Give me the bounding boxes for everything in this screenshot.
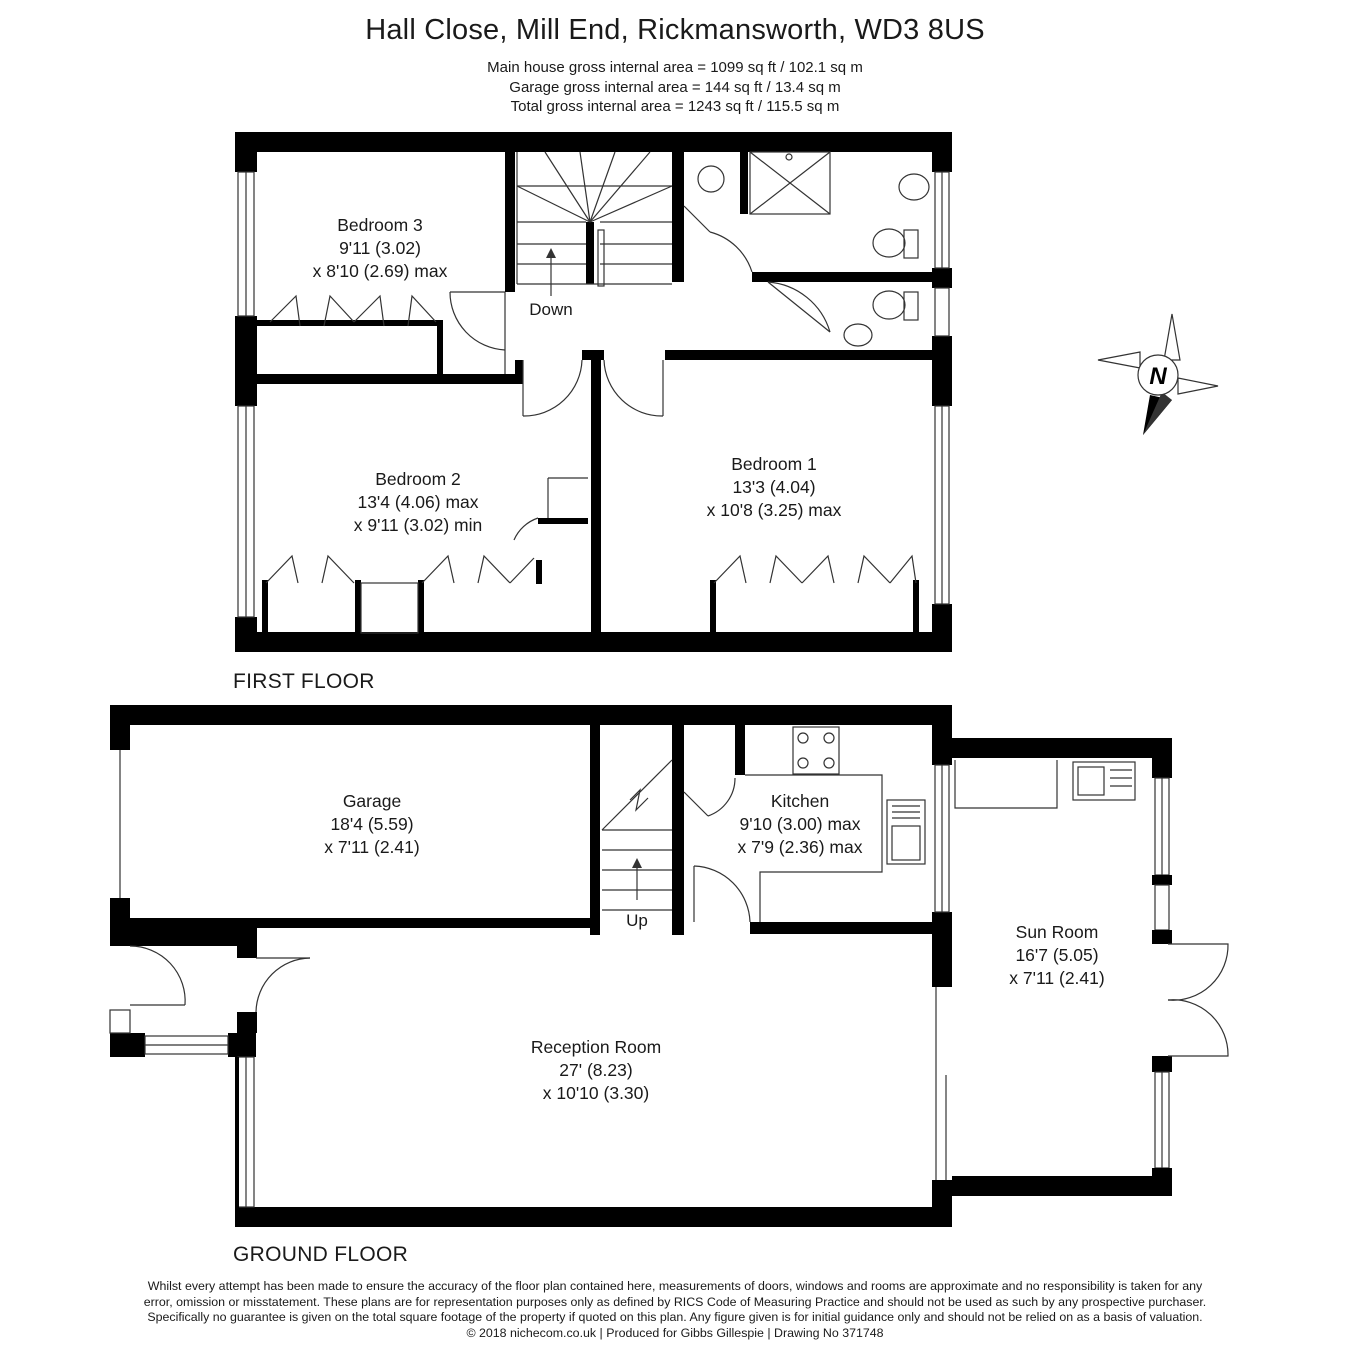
wall-ground-bottom <box>235 1207 952 1227</box>
room-name-garage: Garage <box>342 791 402 811</box>
wall-stairs-bath <box>672 152 684 282</box>
wall-bath-inner <box>740 152 748 214</box>
room-name-bedroom2: Bedroom 2 <box>375 469 461 489</box>
wall-kitchen-right-2 <box>932 912 952 987</box>
porch <box>110 946 310 1057</box>
room-dim2-bedroom3: x 8'10 (2.69) max <box>312 261 448 281</box>
wall-first-top <box>235 132 952 152</box>
window-wc <box>935 288 949 336</box>
wc-basin-icon <box>844 324 872 346</box>
room-dim1-reception: 27' (8.23) <box>559 1060 633 1080</box>
disclaimer-line-1: Whilst every attempt has been made to ensure the accuracy of the floor plan contained here, measurements of doors, windows and rooms are approximate and no responsibility is taken for any <box>147 1279 1203 1293</box>
staircase-first <box>517 152 672 296</box>
room-name-sunroom: Sun Room <box>1015 922 1099 942</box>
wall-porch-right <box>237 926 257 958</box>
room-dim2-kitchen: x 7'9 (2.36) max <box>737 837 863 857</box>
wall-first-right-3 <box>932 336 952 406</box>
disclaimer <box>0 1279 1350 1341</box>
wc-toilet-icon <box>873 291 905 319</box>
wall-ground-top <box>110 705 952 725</box>
wall-garage-left-1 <box>110 705 130 750</box>
room-dim2-bedroom2: x 9'11 (3.02) min <box>353 515 483 535</box>
wall-first-left-3 <box>235 617 257 652</box>
wall-first-right-2 <box>932 268 952 288</box>
room-dim2-bedroom1: x 10'8 (3.25) max <box>706 500 842 520</box>
sink-icon <box>899 174 929 200</box>
wall-landing-bed1 <box>665 350 932 360</box>
bathroom-fixtures <box>684 152 929 346</box>
wall-sunroom-bottom <box>952 1176 1172 1196</box>
plan-title: Hall Close, Mill End, Rickmansworth, WD3 8US <box>365 14 985 46</box>
wardrobe-bedroom3 <box>257 296 443 376</box>
room-dim2-garage: x 7'11 (2.41) <box>324 837 420 857</box>
wall-garage-right <box>590 725 600 935</box>
stair-label-down: Down <box>529 300 573 319</box>
wall-bed2-bed1 <box>591 350 601 635</box>
wall-first-left-1 <box>235 132 257 172</box>
wardrobe-bedroom1 <box>710 556 919 635</box>
toilet-icon <box>873 229 905 257</box>
wall-first-right-4 <box>932 604 952 652</box>
room-dim1-sunroom: 16'7 (5.05) <box>1015 945 1099 965</box>
arrow-up-icon-ground <box>632 858 642 868</box>
room-dim2-reception: x 10'10 (3.30) <box>542 1083 650 1103</box>
room-dim2-sunroom: x 7'11 (2.41) <box>1009 968 1105 988</box>
compass-rose-icon <box>1098 314 1218 435</box>
wall-sunroom-top <box>952 738 1172 758</box>
room-dim1-bedroom1: 13'3 (4.04) <box>732 477 816 497</box>
basin-icon <box>698 166 724 192</box>
wall-porch-top <box>110 926 257 946</box>
ground-floor-plan <box>110 705 1228 1227</box>
kitchen-sink-icon <box>887 800 925 864</box>
wall-first-right-1 <box>932 132 952 172</box>
wall-first-left-2 <box>235 316 257 406</box>
wall-bed3-bed2 <box>257 374 515 384</box>
room-name-kitchen: Kitchen <box>770 791 830 811</box>
disclaimer-line-3: Specifically no guarantee is given on the total square footage of the property if quoted on this plan. Any figure given is for initial guidance only and should not be relied on as a basis of valuation. <box>147 1310 1203 1324</box>
sun-room-structure <box>952 738 1228 1196</box>
staircase-ground <box>602 760 672 910</box>
room-dim1-bedroom2: 13'4 (4.06) max <box>357 492 479 512</box>
room-dim1-kitchen: 9'10 (3.00) max <box>739 814 861 834</box>
stair-label-up: Up <box>626 911 648 930</box>
wall-kitchen-right-1 <box>932 705 952 765</box>
room-name-bedroom1: Bedroom 1 <box>731 454 817 474</box>
wall-landing-stub-1 <box>515 360 523 384</box>
wall-kitchen-bottom <box>750 922 932 934</box>
room-dim1-garage: 18'4 (5.59) <box>330 814 414 834</box>
floor-label-ground: GROUND FLOOR <box>233 1243 409 1266</box>
room-name-reception: Reception Room <box>530 1037 662 1057</box>
compass-north-label: N <box>1149 363 1167 390</box>
wall-bed3-stairs <box>505 152 515 292</box>
wall-bath-wc <box>752 272 932 282</box>
first-floor-plan <box>235 132 952 652</box>
disclaimer-line-2: error, omission or misstatement. These plans are for representation purposes only as defined by RICS Code of Measuring Practice and should not be used as such by any prospective purchaser. <box>143 1294 1207 1309</box>
wall-kitchen-stub <box>735 725 745 775</box>
disclaimer-line-4: © 2018 nichecom.co.uk | Produced for Gibbs Gillespie | Drawing No 371748 <box>466 1325 884 1340</box>
floor-label-first: FIRST FLOOR <box>233 670 375 693</box>
area-garage: Garage gross internal area = 144 sq ft / 13.4 sq m <box>509 78 841 96</box>
room-dim1-bedroom3: 9'11 (3.02) <box>339 238 421 258</box>
wall-stairs-kitchen <box>672 725 684 935</box>
area-total: Total gross internal area = 1243 sq ft / 115.5 sq m <box>510 98 840 115</box>
stair-newel <box>586 222 594 284</box>
area-main-house: Main house gross internal area = 1099 sq ft / 102.1 sq m <box>487 59 863 76</box>
arrow-up-icon <box>546 248 556 258</box>
room-name-bedroom3: Bedroom 3 <box>337 215 423 235</box>
